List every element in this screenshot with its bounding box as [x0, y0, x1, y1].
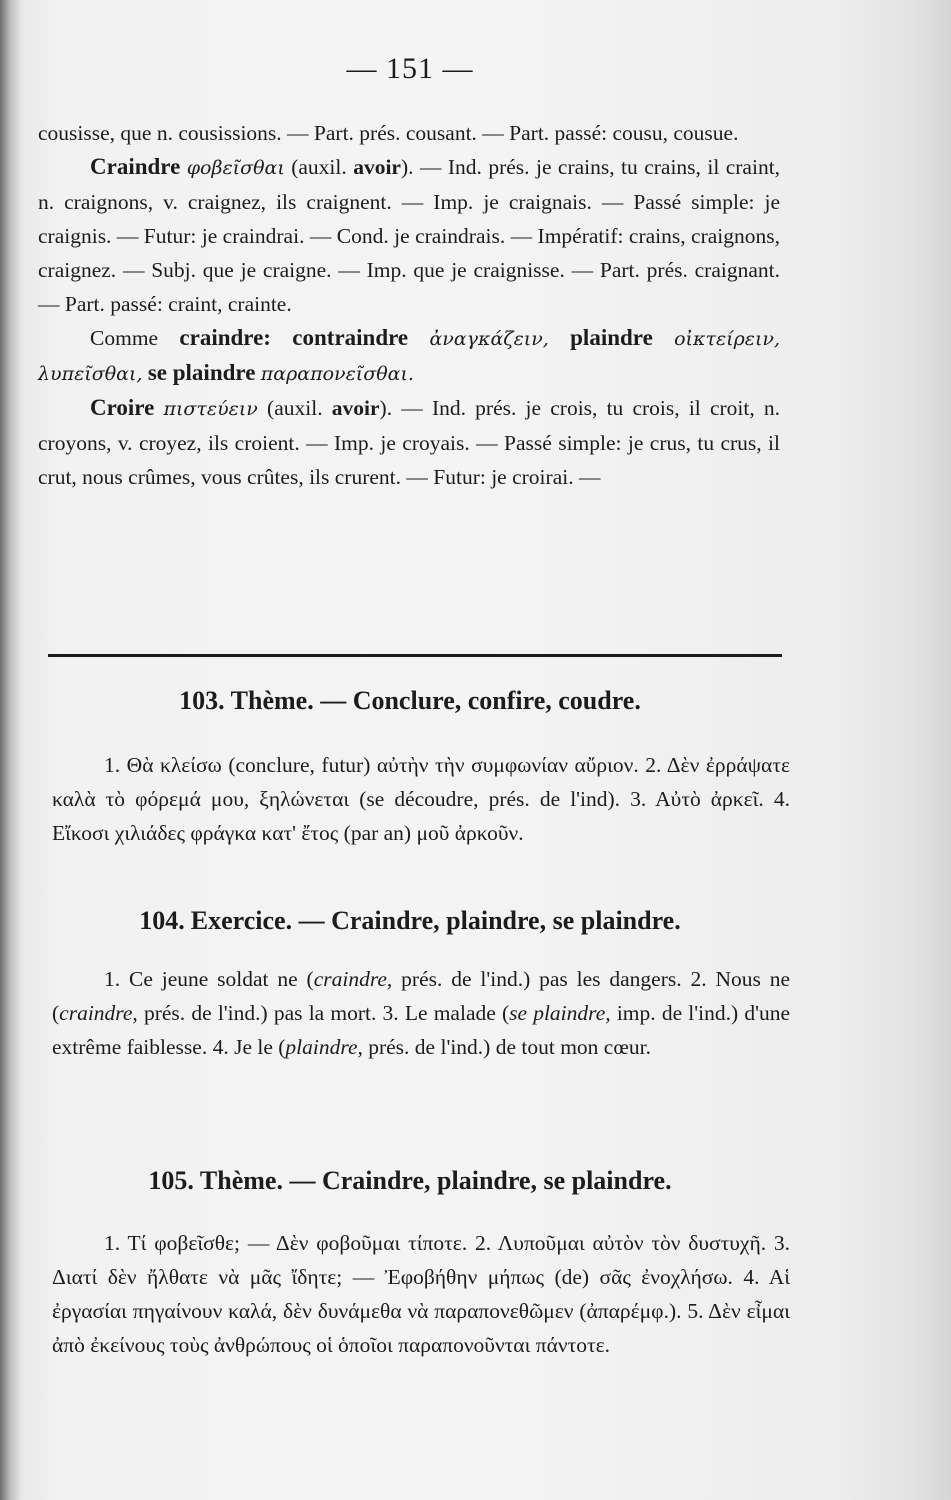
- section-heading-103: [0, 686, 820, 716]
- craindre-forms: — Ind. prés. je crains, tu crains, il craint, n. craignons, v. craignez, ils craignent. — Imp. je craignais. — Passé simple: je craignis. — Futur: je craindrai. — Cond. je craindrais. — Impératif: crains, craignons, craignez. — Subj. que je craigne. — Imp. que je craignisse. — Part. prés. craignant. — Part. passé: craint, crainte.: [38, 155, 781, 316]
- section-title: Thème. — Conclure, confire, coudre.: [230, 686, 641, 715]
- craindre-headword: Craindre: [90, 154, 181, 179]
- section-number: 104.: [139, 906, 185, 935]
- craindre-greek: φοβεῖσθαι: [186, 157, 285, 179]
- craindre-aux-open: (auxil.: [291, 155, 347, 179]
- sentence-text: 1. Ce jeune soldat ne (: [104, 967, 314, 991]
- sentence-text: imp. de l'ind.) d'une extrême faiblesse.: [52, 1001, 791, 1059]
- section-body-105: [52, 1226, 790, 1362]
- sentence-verb: plaindre,: [285, 1035, 363, 1059]
- croire-greek: πιστεύειν: [163, 398, 258, 420]
- page-number: — 151 —: [346, 52, 474, 85]
- plaindre-word: plaindre: [570, 325, 653, 350]
- section-number: 103.: [179, 686, 225, 715]
- sentence-text: 2. Nous ne (: [52, 967, 791, 1025]
- sentence-text: 3. Le malade (: [376, 1001, 510, 1025]
- section-heading-105: [0, 1166, 820, 1196]
- section-title: Thème. — Craindre, plaindre, se plaindre.: [199, 1166, 672, 1195]
- croire-headword: Croire: [90, 395, 155, 420]
- section-text: [52, 962, 790, 1064]
- croire-aux-word: avoir: [331, 396, 380, 420]
- croire-aux-open: (auxil.: [267, 396, 323, 420]
- croire-entry: [38, 391, 780, 494]
- sentence-verb: craindre,: [59, 1001, 138, 1025]
- section-text: 1. Θὰ κλείσω (conclure, futur) αὐτὴν τὴν συμφωνίαν αὔριον. 2. Δὲν ἐρράψατε καλὰ τὸ φόρεμά μου, ξηλώνεται (se découdre, prés. de l'ind). 3. Αὐτὸ ἀρκεῖ. 4. Εἴκοσι χιλιάδες φράγκα κατ' ἔτος (par an) μοῦ ἀρκοῦν.: [52, 753, 790, 845]
- comme-lead: Comme: [90, 326, 159, 350]
- croire-aux-close: ).: [379, 396, 393, 420]
- sentence-verb: se plaindre,: [509, 1001, 611, 1025]
- coudre-conjugation-end: cousisse, que n. cousissions. — Part. prés. cousant. — Part. passé: cousu, cousue.: [38, 121, 739, 145]
- se-plaindre-greek: παραπονεῖσθαι.: [260, 363, 414, 385]
- contraindre-word: contraindre: [292, 325, 409, 350]
- section-number: 105.: [148, 1166, 194, 1195]
- craindre-entry: [38, 150, 780, 321]
- comme-craindre-entry: [38, 321, 780, 391]
- section-text: 1. Τί φοβεῖσθε; — Δὲν φοβοῦμαι τίποτε. 2. Λυποῦμαι αὐτὸν τὸν δυστυχῆ. 3. Διατί δὲν ἤλθατε νὰ μᾶς ἴδητε; — Ἐφοβήθην μήπως (de) σᾶς ἐνοχλήσω. 4. Αἱ ἐργασίαι πηγαίνουν καλά, δὲν δυνάμεθα νὰ παραπονεθῶμεν (ἀπαρέμφ.). 5. Δὲν εἶμαι ἀπὸ ἐκείνους τοὺς ἀνθρώπους οἱ ὁποῖοι παραπονοῦνται πάντοτε.: [52, 1231, 790, 1357]
- comme-model: craindre:: [179, 325, 271, 350]
- craindre-aux-word: avoir: [353, 155, 401, 179]
- craindre-aux-close: ).: [400, 155, 414, 179]
- sentence-text: prés. de l'ind.) de tout mon cœur.: [362, 1035, 651, 1059]
- croire-forms: — Ind. prés. je crois, tu crois, il croit, n. croyons, v. croyez, ils croient. — Imp. je croyais. — Passé simple: je crus, tu crus, il crut, nous crûmes, vous crûtes, ils crurent. — Futur: je croirai. —: [38, 396, 781, 489]
- section-body-103: [52, 748, 790, 850]
- section-body-104: [52, 962, 790, 1064]
- sentence-text: 4. Je le (: [207, 1035, 286, 1059]
- se-plaindre-word: se plaindre: [147, 360, 256, 385]
- conjugation-block: [38, 116, 780, 494]
- section-title: Exercice. — Craindre, plaindre, se plaindre.: [190, 906, 681, 935]
- section-heading-104: [0, 906, 820, 936]
- section-divider: [48, 654, 782, 657]
- sentence-text: prés. de l'ind.) pas la mort.: [137, 1001, 377, 1025]
- sentence-verb: craindre,: [313, 967, 393, 991]
- sentence-text: prés. de l'ind.) pas les dangers.: [392, 967, 682, 991]
- contraindre-greek: ἀναγκάζειν,: [429, 328, 549, 350]
- plaindre-greek: οἰκτείρειν, λυπεῖσθαι,: [38, 328, 781, 385]
